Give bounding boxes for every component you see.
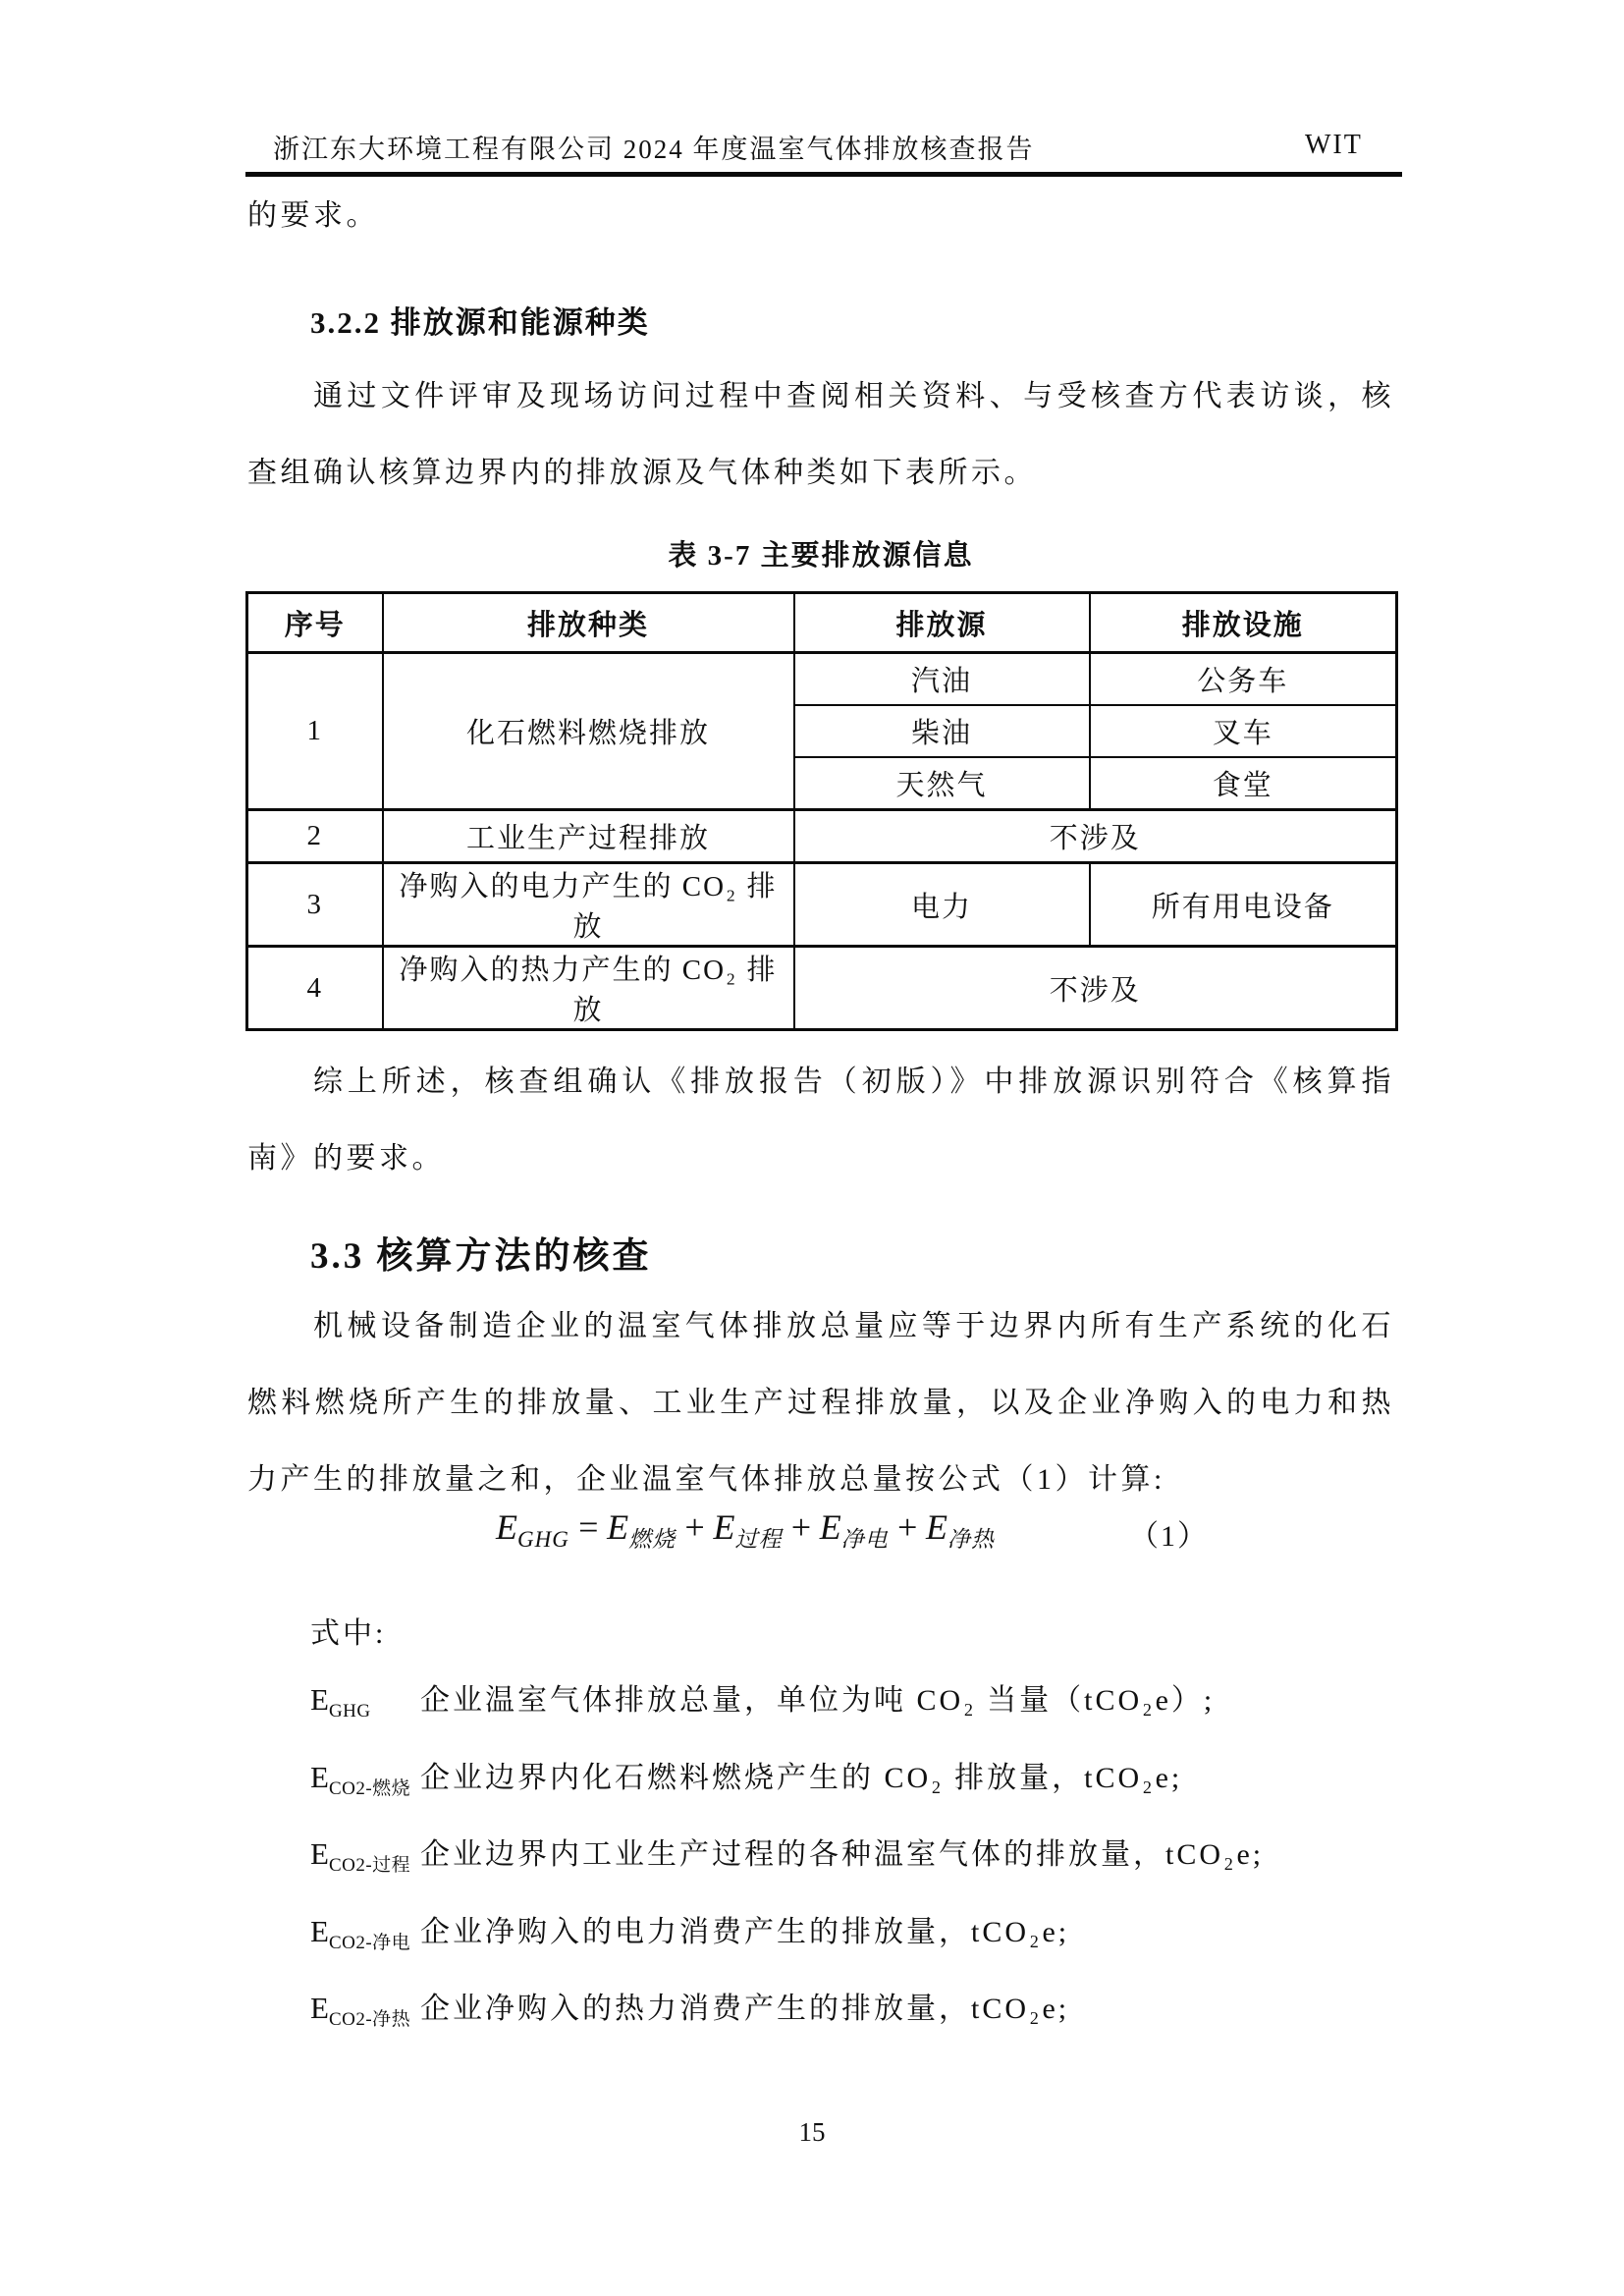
cell-no-4: 4 [247,947,383,1030]
cell-kind-1: 化石燃料燃烧排放 [383,653,794,810]
table-row [247,810,1397,863]
definition-desc: 企业净购入的电力消费产生的排放量，tCO₂e; [420,1915,1070,1948]
col-header-kind: 排放种类 [383,593,794,653]
definition-row [310,1816,1400,1893]
cell-facility: 所有用电设备 [1090,863,1397,947]
formula-expression [496,1506,995,1554]
paragraph-summary: 综上所述，核查组确认《排放报告（初版）》中排放源识别符合《核算指南》的要求。 [247,1066,1394,1175]
cell-source: 电力 [794,863,1090,947]
cell-merged: 不涉及 [794,947,1397,1030]
cell-kind-2: 工业生产过程排放 [383,810,794,863]
definition-desc: 企业温室气体排放总量，单位为吨 CO₂ 当量（tCO₂e）; [420,1684,1216,1717]
definition-term: $E_{CO2-净热}$ [310,1991,411,2031]
cell-source: 柴油 [794,705,1090,757]
cell-facility: 食堂 [1090,757,1397,810]
definition-row [310,1893,1400,1971]
section-heading-33: 3.3 核算方法的核查 [310,1236,652,1277]
cell-source: 汽油 [794,653,1090,706]
definition-row [310,1739,1400,1817]
formula-term: $E_{燃烧}$ [607,1507,677,1553]
definition-row [310,1970,1400,2048]
col-header-facility: 排放设施 [1090,593,1397,653]
header-brand: WIT [1305,130,1363,160]
equals-sign: = [575,1507,601,1547]
table-caption: 表 3-7 主要排放源信息 [668,540,974,572]
cell-facility: 叉车 [1090,705,1397,757]
cell-source: 天然气 [794,757,1090,810]
cell-kind-4: 净购入的热力产生的 CO₂ 排放 [383,947,794,1030]
plus-sign: + [682,1507,707,1547]
definition-desc: 企业边界内工业生产过程的各种温室气体的排放量，tCO₂e; [420,1838,1265,1871]
plus-sign: + [788,1507,813,1547]
table-row [247,863,1397,947]
definition-desc: 企业净购入的热力消费产生的排放量，tCO₂e; [420,1993,1070,2025]
formula-1 [0,1506,1624,1577]
definition-term: $E_{GHG}$ [310,1682,371,1722]
definition-row [310,1662,1400,1739]
cell-no-2: 2 [247,810,383,863]
formula-term: $E_{净热}$ [926,1507,996,1553]
table-header-row [247,593,1397,653]
definition-term: $E_{CO2-过程}$ [310,1836,411,1877]
plus-sign: + [894,1507,920,1547]
paragraph-leading: 的要求。 [247,199,379,232]
paragraph-322: 通过文件评审及现场访问过程中查阅相关资料、与受核查方代表访谈，核查组确认核算边界内的排放源及气体种类如下表所示。 [247,380,1394,489]
formula-term: $E_{过程}$ [713,1507,783,1553]
page-number: 15 [798,2117,826,2147]
col-header-source: 排放源 [794,593,1090,653]
where-label: 式中: [310,1617,387,1650]
table-row [247,653,1397,706]
formula-term: $E_{净电}$ [819,1507,889,1553]
cell-kind-3: 净购入的电力产生的 CO₂ 排放 [383,863,794,947]
definitions-list [310,1662,1400,2048]
header-title: 浙江东大环境工程有限公司 2024 年度温室气体排放核查报告 [273,135,1035,164]
table-row [247,947,1397,1030]
col-header-no: 序号 [247,593,383,653]
header-divider [245,172,1402,177]
cell-no-1: 1 [247,653,383,810]
formula-lhs: $E_{GHG}$ [496,1507,569,1553]
formula-number: （1） [1129,1520,1209,1553]
definition-term: $E_{CO2-净电}$ [310,1913,411,1953]
paragraph-33: 机械设备制造企业的温室气体排放总量应等于边界内所有生产系统的化石燃料燃烧所产生的排放量、工业生产过程排放量，以及企业净购入的电力和热力产生的排放量之和，企业温室气体排放总量按公式（1）计算: [247,1310,1394,1496]
section-heading-322: 3.2.2 排放源和能源种类 [310,305,650,340]
definition-term: $E_{CO2-燃烧}$ [310,1759,411,1799]
cell-facility: 公务车 [1090,653,1397,706]
emission-source-table [245,591,1398,1031]
cell-merged: 不涉及 [794,810,1397,863]
cell-no-3: 3 [247,863,383,947]
definition-desc: 企业边界内化石燃料燃烧产生的 CO₂ 排放量，tCO₂e; [420,1761,1183,1794]
